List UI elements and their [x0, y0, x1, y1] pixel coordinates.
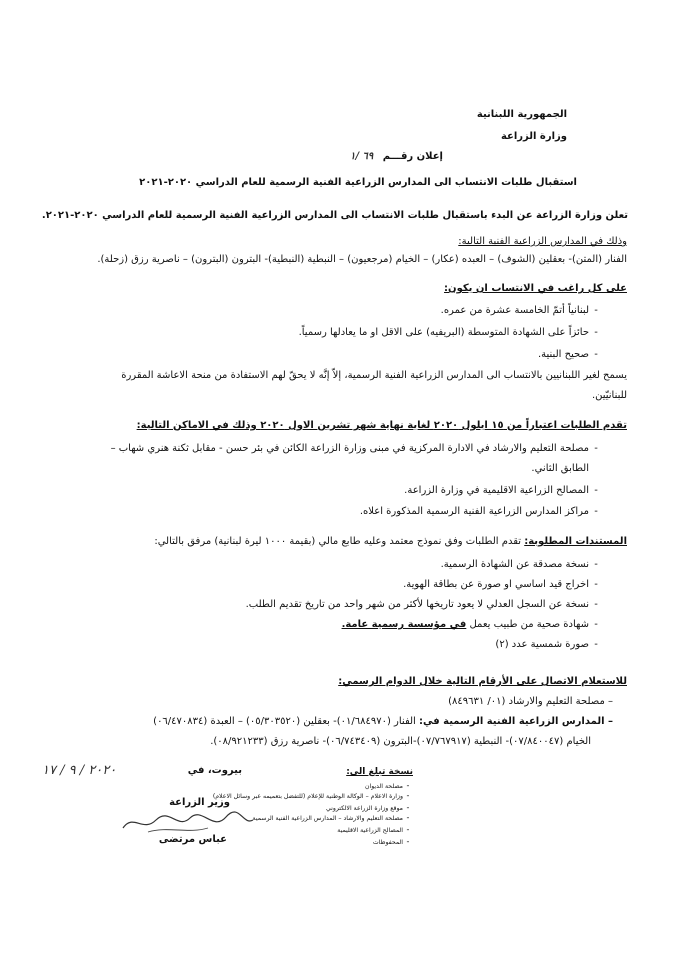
document-item: -اخراج قيد اساسي او صورة عن بطاقة الهوية. [403, 579, 598, 590]
date-label: بيروت، في [187, 765, 242, 776]
submission-item: -المصالح الزراعية الاقليمية في وزارة الزراعة. [404, 485, 598, 496]
submission-heading: تقدم الطلبات اعتباراً من ١٥ ايلول ٢٠٢٠ لغاية نهاية شهر تشرين الاول ٢٠٢٠ وذلك في الاماكن التالية: [136, 420, 627, 431]
handwritten-date: ٢٠٢٠ / ٩ / ١٧ [42, 763, 117, 778]
document-item: -نسخة عن السجل العدلي لا يعود تاريخها لأكثر من شهر واحد من تاريخ تقديم الطلب. [245, 599, 598, 610]
requirement-item: -حائزاً على الشهادة المتوسطة (البريفيه) على الاقل او ما يعادلها رسمياً. [298, 327, 598, 338]
requirements-heading: على كل راغب في الانتساب ان يكون: [444, 283, 627, 294]
document-item: -نسخة مصدقة عن الشهادة الرسمية. [440, 559, 598, 570]
documents-heading: المستندات المطلوبة: [524, 536, 627, 547]
document-item-health: -شهادة صحية من طبيب يعمل في مؤسسة رسمية عامة. [341, 619, 598, 630]
documents-heading-rest: تقدم الطلبات وفق نموذج معتمد وعليه طابع مالي (بقيمة ١٠٠٠ ليرة لبنانية) مرفق بالتالي: [154, 536, 522, 547]
document-item: -صورة شمسية عدد (٢) [495, 639, 598, 650]
contact-line-2: – المدارس الزراعية الفنية الرسمية في: الفنار (٠١/٦٨٤٩٧٠)- بعقلين (٠٥/٣٠٣٥٢٠) – العبدة (٠٦/٤٧٠٨٣٤) [153, 716, 613, 727]
minister-title: وزير الزراعة [169, 797, 230, 808]
announcement-number-value: ٦٩ /١ [349, 151, 374, 162]
distribution-heading: نسخة تبلغ الى: [346, 767, 413, 777]
distribution-item: -موقع وزارة الزراعة الالكتروني [325, 803, 410, 812]
distribution-item: -وزارة الاعلام – الوكالة الوطنية للإعلام (للتفضل بتعميمه عبر وسائل الاعلام) [212, 791, 410, 800]
announcement-title: استقبال طلبات الانتساب الى المدارس الزراعية الفنية الرسمية للعام الدراسي ٢٠٢٠-٢٠٢١ [139, 177, 577, 188]
contact-heading: للاستعلام الاتصال على الأرقام التالية خلال الدوام الرسمي: [338, 676, 627, 687]
documents-heading-row [154, 536, 627, 547]
requirement-item: -صحيح البنية. [537, 349, 598, 360]
requirement-item: -لبنانياً أتمّ الخامسة عشرة من عمره. [440, 305, 598, 316]
schools-heading: وذلك في المدارس الزراعية الفنية التالية: [458, 236, 627, 247]
minister-name: عباس مرتضى [158, 834, 227, 845]
distribution-item: -المحفوظات [372, 837, 410, 846]
submission-item: -مراكز المدارس الزراعية الفنية الرسمية المذكورة اعلاه. [359, 506, 598, 517]
contact-line-3: الخيام (٠٧/٨٤٠٠٤٧)- النبطية (٠٧/٧٦٧٩١٧)-البترون (٠٦/٧٤٣٤٠٩)- ناصرية رزق (٠٨/٩٢١٢٣٣). [210, 736, 591, 747]
distribution-item: -مصلحة التعليم والارشاد – المدارس الزراعية الفنية الرسمية [252, 813, 410, 822]
requirements-note-line2: للبنانيّين. [591, 390, 627, 401]
requirements-note-line1: يسمح لغير اللبنانيين بالانتساب الى المدارس الزراعية الفنية الرسمية، إلاّ إنَّه لا يحقّ لهم الاستفادة من منحة الاعاشة المقررة [121, 370, 627, 381]
republic-label: الجمهورية اللبنانية [476, 109, 567, 120]
distribution-item: -المصالح الزراعية الاقليمية [337, 825, 410, 834]
schools-list: الفنار (المتن)- بعقلين (الشوف) – العبده (عكار) – الخيام (مرجعيون) – النبطية (النبطية)- البترون (البترون) – ناصرية رزق (زحلة). [97, 254, 627, 265]
contact-line-1: – مصلحة التعليم والارشاد (٠١/ ٨٤٩٦٣١) [448, 696, 613, 707]
intro-paragraph: تعلن وزارة الزراعة عن البدء باستقبال طلبات الانتساب الى المدارس الزراعية الفنية الرسمية للعام الدراسي ٢٠٢٠-٢٠٢١. [41, 210, 628, 221]
distribution-item: -مصلحة الديوان [364, 781, 410, 790]
submission-item: -مصلحة التعليم والارشاد في الادارة المركزية في مبنى وزارة الزراعة الكائن في بئر حسن - مقابل ثكنة هنري شهاب – [110, 443, 598, 454]
ministry-label: وزارة الزراعة [500, 131, 567, 142]
submission-item-continued: الطابق الثاني. [531, 463, 589, 474]
announcement-number [350, 151, 443, 162]
announcement-number-label: إعلان رقـــم [382, 151, 443, 162]
